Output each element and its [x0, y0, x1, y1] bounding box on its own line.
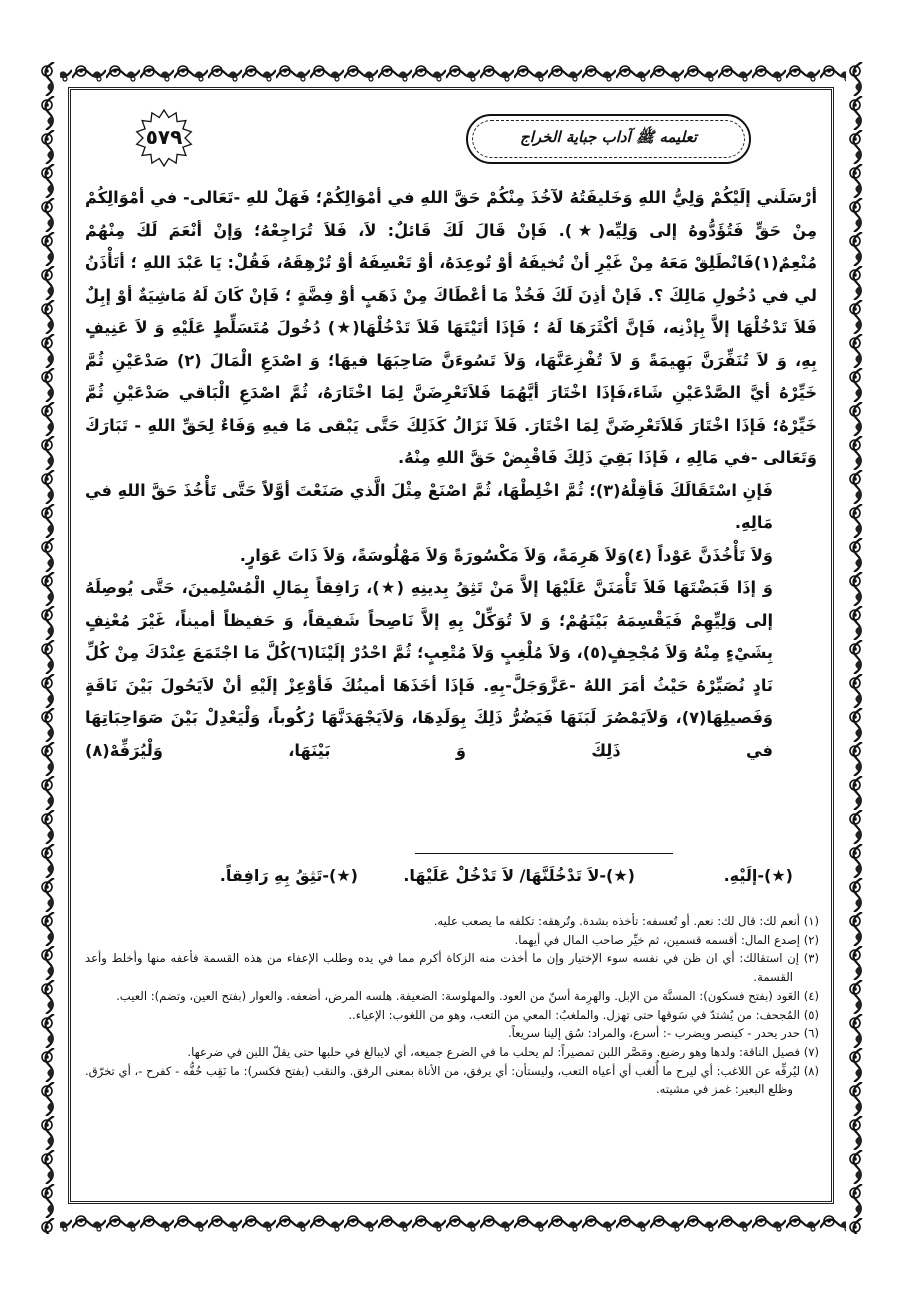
floral-border-icon — [38, 62, 868, 84]
page-number: ٥٧٩ — [145, 125, 183, 149]
chapter-title: تعليمه ﷺ آداب جباية الخراج — [520, 128, 697, 146]
paragraph: وَ إذَا قَبَضْتَهَا فَلاَ تَأْمَنَنَّ عَلَيْهَا إلاَّ مَنْ تَثِقُ بِدينِهِ (★)، رَافِقاً بِمَالِ الْمُسْلِمينَ، حَتَّى يُوصِلَهُ إلى وَلِيِّهِمْ فَيَقْسِمَهُ بَيْنَهُمْ؛ وَ لاَ تُوَكِّلْ بِهِ إلاَّ نَاصِحاً شَفيقاً، وَ حَفيظاً أميناً، غَيْرَ مُعْنِفٍ بِشَيْءٍ مِنْهُ وَلاَ مُجْحِفٍ(٥)، وَلاَ مُلْغِبٍ وَلاَ مُتْعِبٍ؛ ثُمَّ احْدُرْ إلَيْنَا(٦)كُلَّ مَا اجْتَمَعَ عِنْدَكَ مِنْ كُلِّ نَادٍ نُصَيِّرْهُ حَيْثُ أمَرَ اللهُ -عَزَّوَجَلَّ-بِهِ. فَإذَا أخَذَهَا أمينُكَ فَأوْعِزْ إلَيْهِ أنْ لاَيَحُولَ بَيْنَ نَاقَةٍ وَفَصيلِهَا(٧)، وَلاَيَمْصُرَ لَبَنَهَا فَيَضُرُّ ذَلِكَ بِوَلَدِهَا، وَلاَيَجْهَدَنَّهَا رُكُوباً، وَلْيَعْدِلْ بَيْنَ صَوَاحِبَاتِهَا في ذَلِكَ وَ بَيْنَهَا، وَلْيُرَفِّهْ(٨) — [85, 578, 773, 760]
page-number-badge — [135, 108, 193, 168]
footnote: (٨) ليُرفِّه عن اللاغب: أي ليرح ما أُلغب أي أعياه التعب، وليستأن: أي يرفق، من الأناة بمعنى الرفق. والنقب (بفتح فكسر): ما نَقِب خُفُّه - كفرح -، أي تخرّق. وظلع البعير: غمز في مشيته. — [85, 1063, 819, 1097]
page-content — [68, 87, 834, 1204]
page-frame — [38, 62, 868, 1234]
floral-border-right — [846, 62, 868, 1234]
paragraph: وَلاَ تَأْخُذَنَّ عَوْداً (٤)وَلاَ هَرِمَةً، وَلاَ مَكْسُورَةً وَلاَ مَهْلُوسَةً، وَلاَ ذَاتَ عَوَارٍ. — [239, 545, 773, 565]
page-header — [71, 106, 831, 172]
footnote: (١) أنعم لك: قال لك: نعم. أو تُعسفه: تأخذه بشدة. وتُرهقه: تكلفه ما يصعب عليه. — [433, 914, 819, 928]
paragraph: فَإنِ اسْتَقَالَكَ فَأقِلْهُ(٣)؛ ثُمَّ اخْلِطْهَا، ثُمَّ اصْنَعْ مِثْلَ الَّذي صَنَعْتَ أوَّلاً حَتَّى تَأْخُذَ حَقَّ اللهِ في مَالِهِ. — [85, 480, 773, 532]
floral-border-bottom — [38, 1212, 868, 1234]
star-note: (★)-تَثِقُ بِهِ رَافِقاً. — [219, 866, 358, 885]
star-note: (★)-لاَ تَدْخُلَنَّهَا/ لاَ تَدْخُلْ عَلَيْهَا. — [403, 866, 635, 885]
footnotes — [85, 912, 819, 1099]
floral-border-icon — [38, 1212, 868, 1234]
star-note: (★)-إلَيْهِ. — [723, 866, 793, 885]
footnote: (٢) إصدع المال: أقسمه قسمين، ثم خيِّر صاحب المال في أيهما. — [514, 932, 819, 947]
footnote: (٦) حدر يحدر - كينصر ويضرب -: أسرع، والمراد: سُق إلينا سريعاً. — [507, 1026, 819, 1041]
floral-border-left — [38, 62, 60, 1234]
floral-border-icon — [846, 62, 868, 1234]
floral-border-icon — [38, 62, 60, 1234]
main-text — [85, 182, 817, 767]
chapter-title-box — [466, 114, 751, 164]
footnote: (٣) إن استقالك: أي ان ظن في نفسه سوء الإختيار وإن ما أخذت منه الزكاة أكرم مما في يده وطلب الإعفاء من هذه القسمة فأعفه منها وأخلط وأعد القسمة. — [85, 951, 819, 985]
footnote: (٤) العَود (بفتح فسكون): المسنَّة من الإبل. والهرِمة أسنّ من العود. والمهلوسة: الضعيفة. هلسه المرض، أضعفه. والعوار (بفتح العين، وتضم): العيب. — [116, 988, 819, 1003]
paragraph: أرْسَلَني إلَيْكُمْ وَلِيُّ اللهِ وَخَليفَتُهُ لآخُذَ مِنْكُمْ حَقَّ اللهِ في أمْوَالِكُمْ؛ فَهَلْ للهِ -تَعَالى- في أمْوَالِكُمْ مِنْ حَقٍّ فَتُؤَدُّوهُ إلى وَلِيِّه(★). فَإنْ قَالَ لَكَ قَائلٌ: لاَ، فَلاَ تُرَاجِعْهُ؛ وَإنْ أنْعَمَ لَكَ مِنْهُمْ مُنْعِمٌ(١)فَانْطَلِقْ مَعَهُ مِنْ غَيْرِ أنْ تُخيفَهُ أوْ تُوعِدَهُ، أوْ تَعْسِفَهُ أوْ تُرْهِقَهُ، فَقُلْ: يَا عَبْدَ اللهِ ؛ أتَأْذَنُ لي في دُخُولِ مَالِكَ ؟. فَإنْ أذِنَ لَكَ فَخُذْ مَا أعْطَاكَ مِنْ ذَهَبٍ أوْ فِضَّةٍ ؛ فَإنْ كَانَ لَهُ مَاشِيَةٌ أوْ إبِلٌ فَلاَ تَدْخُلْهَا إلاَّ بِإذْنِه، فَإنَّ أكْثَرَهَا لَهُ ؛ فَإذَا أتَيْتَهَا فَلاَ تَدْخُلْهَا(★) دُخُولَ مُتَسَلِّطٍ عَلَيْهِ وَ لاَ عَنِيفٍ بِهِ، وَ لاَ تُنَفِّرَنَّ بَهِيمَةً وَ لاَ تُفْزِعَنَّهَا، وَلاَ تَسُوءَنَّ صَاحِبَهَا فيهَا؛ وَ اصْدَعِ الْمَالَ (٢) صَدْعَيْنِ ثُمَّ خَيِّرْهُ أيَّ الصَّدْعَيْنِ شَاءَ،فَإذَا اخْتَارَ أيَّهُمَا فَلاَتَعْرِضَنَّ لِمَا اخْتَارَهُ، ثُمَّ اصْدَعِ الْبَاقي صَدْعَيْنِ ثُمَّ خَيِّرْهُ؛ فَإذَا اخْتَارَ فَلاَتَعْرِضَنَّ لِمَا اخْتَارَ. فَلاَ تَزَالُ كَذَلِكَ حَتَّى يَبْقى مَا فيهِ وَفَاءٌ لِحَقِّ اللهِ - تَبَارَكَ وَتَعَالى -في مَالِهِ ، فَإذَا بَقِيَ ذَلِكَ فَاقْبِضْ حَقَّ اللهِ مِنْهُ. — [85, 188, 817, 467]
floral-border-top — [38, 62, 868, 84]
footnote-separator — [415, 853, 673, 854]
footnote: (٧) فصيل الناقة: ولدها وهو رضيع. ومَصَّر اللبن تمصيراً: لم يحلب ما في الضرع جميعه، أي لايبالغ في حلبها حتى يقلّ اللبن في ضرعها. — [187, 1044, 819, 1059]
footnote: (٥) المُجحف: من يُشتدّ في سَوقها حتى تهزل. والملغبُ: المعي من التعب، وهو من اللغوب: الإعياء.. — [348, 1007, 819, 1022]
